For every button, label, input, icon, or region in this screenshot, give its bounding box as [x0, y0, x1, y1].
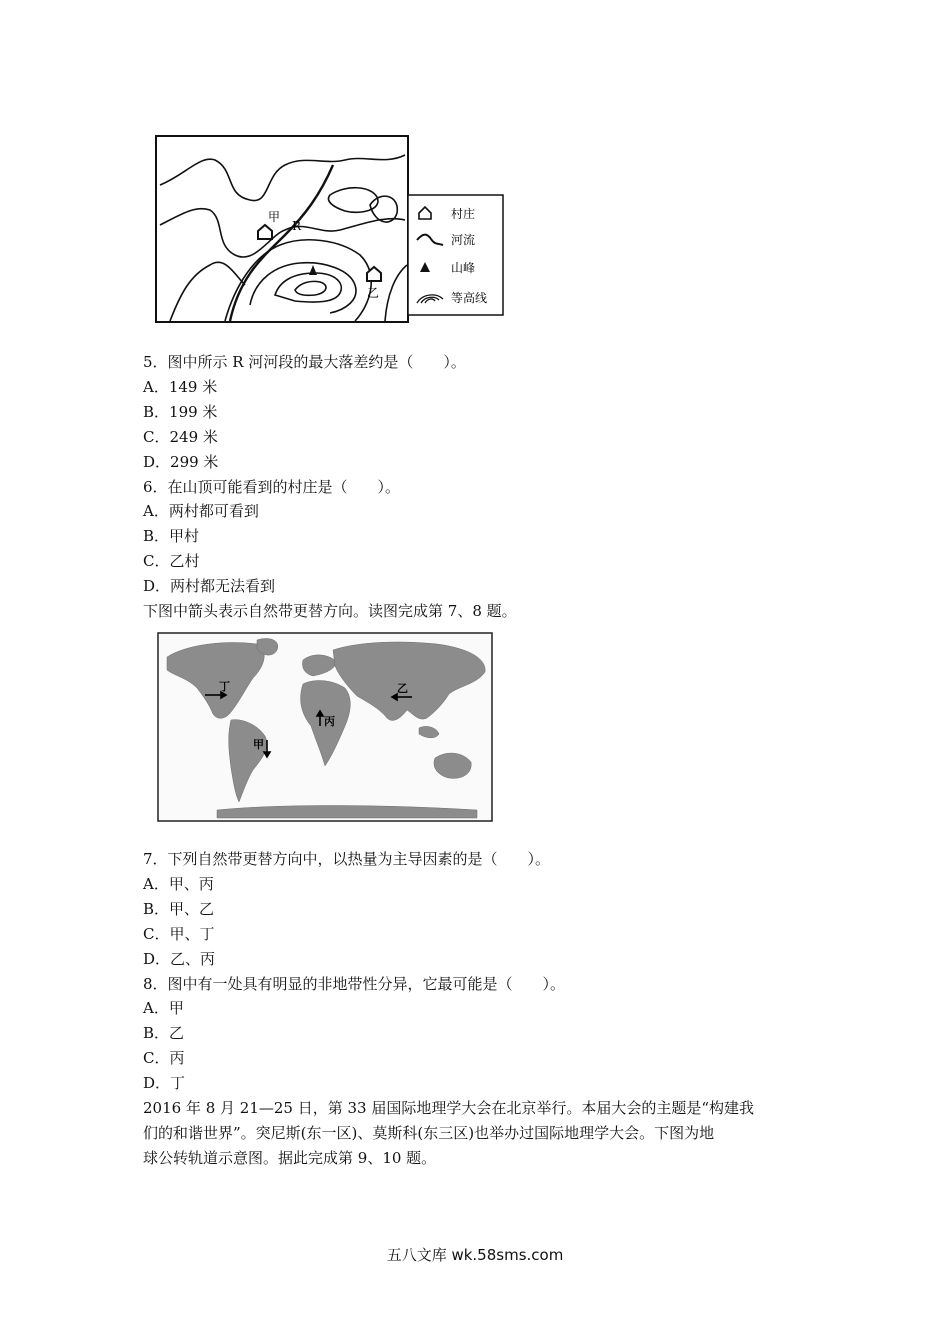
paragraph-line-2: 们的和谐世界”。突尼斯(东一区)、莫斯科(东三区)也举办过国际地理学大会。下图为地: [143, 1124, 715, 1142]
question-6-option-d: D．两村都无法看到: [143, 577, 276, 595]
intro-7-8: 下图中箭头表示自然带更替方向。读图完成第 7、8 题。: [143, 602, 517, 620]
question-8-option-a: A．甲: [143, 999, 184, 1017]
question-6-option-b: B．甲村: [143, 527, 200, 545]
legend-label-peak: 山峰: [451, 261, 476, 275]
label-jia-map: 甲: [253, 738, 264, 751]
legend-label-contour: 等高线: [451, 291, 488, 305]
label-r: R: [292, 219, 302, 233]
question-8-option-d: D．丁: [143, 1074, 186, 1092]
label-ding: 丁: [219, 680, 230, 693]
question-8-option-c: C．丙: [143, 1049, 185, 1067]
label-jia: 甲: [268, 210, 281, 224]
footer-watermark: 五八文库 wk.58sms.com: [386, 1246, 564, 1264]
world-map-figure: [157, 632, 493, 822]
question-7-option-d: D．乙、丙: [143, 950, 216, 968]
contour-map-svg: [155, 135, 505, 325]
question-6-option-a: A．两村都可看到: [143, 502, 259, 520]
question-7-option-c: C．甲、丁: [143, 925, 215, 943]
question-5-stem: 5．图中所示 R 河河段的最大落差约是（ ）。: [143, 353, 466, 371]
question-8-stem: 8．图中有一处具有明显的非地带性分异，它最可能是（ ）。: [143, 975, 566, 993]
question-5-option-a: A．149 米: [143, 378, 218, 396]
world-map-svg: [157, 632, 493, 822]
question-7-option-b: B．甲、乙: [143, 900, 215, 918]
question-5-option-b: B．199 米: [143, 403, 218, 421]
paragraph-line-1: 2016 年 8 月 21—25 日，第 33 届国际地理学大会在北京举行。本届大会的主题是“构建我: [143, 1099, 755, 1117]
label-bing: 丙: [324, 715, 335, 728]
question-6-stem: 6．在山顶可能看到的村庄是（ ）。: [143, 478, 401, 496]
question-6-option-c: C．乙村: [143, 552, 200, 570]
contour-map-figure: [155, 135, 505, 325]
paragraph-line-3: 球公转轨道示意图。据此完成第 9、10 题。: [143, 1149, 437, 1167]
legend-label-village: 村庄: [451, 207, 476, 221]
legend-label-river: 河流: [451, 233, 476, 247]
label-yi-map: 乙: [397, 682, 408, 695]
label-yi: 乙: [367, 286, 380, 300]
question-7-option-a: A．甲、丙: [143, 875, 214, 893]
question-8-option-b: B．乙: [143, 1024, 185, 1042]
question-5-option-d: D．299 米: [143, 453, 219, 471]
question-7-stem: 7．下列自然带更替方向中，以热量为主导因素的是（ ）。: [143, 850, 551, 868]
question-5-option-c: C．249 米: [143, 428, 218, 446]
